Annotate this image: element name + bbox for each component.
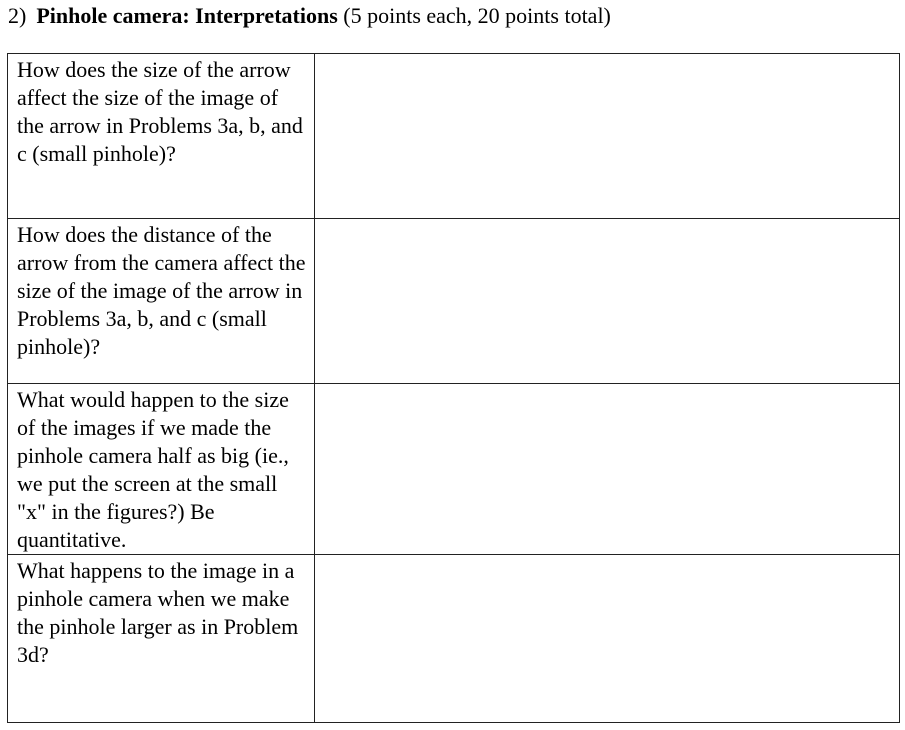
section-number: 2) (8, 3, 27, 28)
section-title: Pinhole camera: Interpretations (36, 3, 338, 28)
table-row (8, 555, 900, 723)
answer-cell[interactable] (315, 219, 900, 384)
points-note: (5 points each, 20 points total) (343, 3, 611, 28)
section-heading (8, 3, 611, 29)
answer-cell[interactable] (315, 54, 900, 219)
question-cell: How does the distance of the arrow from the camera affect the size of the image of the arrow in Problems 3a, b, and c (small pinhole)? (8, 219, 315, 384)
answer-cell[interactable] (315, 555, 900, 723)
table-row (8, 384, 900, 555)
table-row (8, 219, 900, 384)
questions-table (7, 53, 900, 723)
question-cell: How does the size of the arrow affect the size of the image of the arrow in Problems 3a, b, and c (small pinhole)? (8, 54, 315, 219)
question-cell: What would happen to the size of the images if we made the pinhole camera half as big (ie., we put the screen at the small "x" in the figures?) Be quantitative. (8, 384, 315, 555)
table-row (8, 54, 900, 219)
question-cell: What happens to the image in a pinhole camera when we make the pinhole larger as in Problem 3d? (8, 555, 315, 723)
answer-cell[interactable] (315, 384, 900, 555)
